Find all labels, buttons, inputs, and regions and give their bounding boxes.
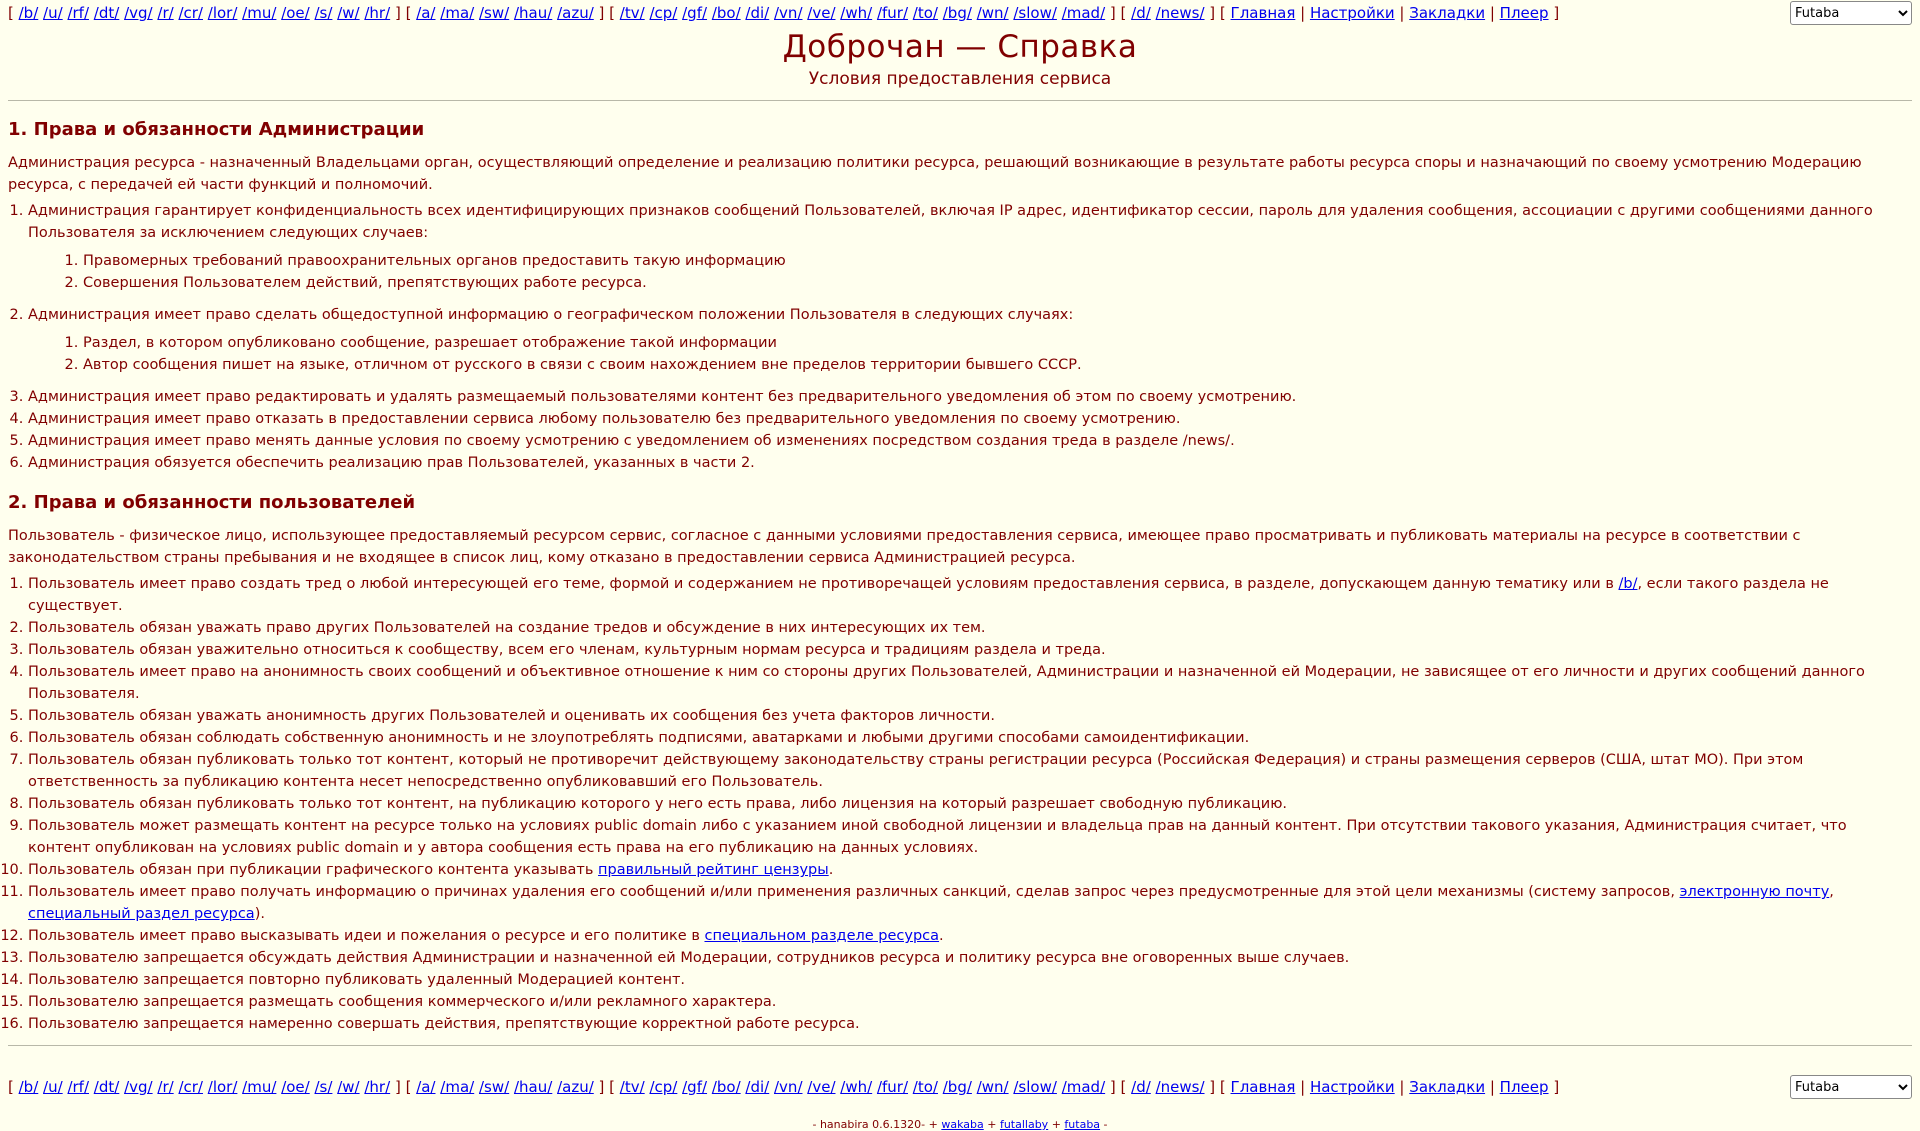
board-link-hr[interactable]: /hr/ (364, 1078, 391, 1096)
section1-intro: Администрация ресурса - назначенный Владельцами орган, осуществляющий определение и реализацию политики ресурса, решающий возникающие в результате работы ресурса споры и назначающий по своему усмотрению Модерацию ресурса, с передачей ей части функций и полномочий. (8, 155, 1862, 193)
style-select[interactable] (1790, 1, 1912, 25)
board-link-oe[interactable]: /oe/ (281, 4, 310, 22)
board-link-sw[interactable]: /sw/ (478, 4, 510, 22)
list-item: 1. Администрация гарантирует конфиденциальность всех идентифицирующих признаков сообщений Пользователей, включая IP адрес, идентификатор сессии, пароль для удаления сообщения, ассоциации с другими сообщениями данного Пользователя за исключением следующих случаев: • Правомерных требований правоохранительных органов предоставить такую информацию • Совершения Пользователем действий, препятствующих работе ресурса. (28, 200, 1912, 294)
list-item: 16. Пользователю запрещается намеренно совершать действия, препятствующие корректной работе ресурса. (28, 1013, 1912, 1035)
board-link-di[interactable]: /di/ (745, 1078, 770, 1096)
futaba-link[interactable]: futaba (1064, 1118, 1101, 1131)
email-link[interactable]: электронную почту (1679, 884, 1830, 900)
nav-page-link[interactable]: Плеер (1499, 1078, 1549, 1096)
list-item: 9. Пользователь может размещать контент на ресурсе только на условиях public domain либо с указанием иной свободной лицензии и владельца прав на данный контент. При отсутствии такового указания, Администрация считает, что контент опубликован на условиях public domain и у автора сообщения есть права на его публикацию на данных условиях. (28, 815, 1912, 859)
list-item: 2. Пользователь обязан уважать право других Пользователей на создание тредов и обсуждение в них интересующих их тем. (28, 617, 1912, 639)
board-link-mu[interactable]: /mu/ (242, 4, 277, 22)
sub-list-item: • Раздел, в котором опубликовано сообщение, разрешает отображение такой информации (83, 332, 1912, 354)
page-subtitle: Условия предоставления сервиса (808, 69, 1112, 89)
board-link-bo[interactable]: /bo/ (711, 1078, 741, 1096)
board-link-news[interactable]: /news/ (1155, 1078, 1205, 1096)
list-item: 5. Пользователь обязан уважать анонимность других Пользователей и оценивать их сообщения без учета факторов личности. (28, 705, 1912, 727)
board-link-vn[interactable]: /vn/ (774, 4, 803, 22)
board-link-di[interactable]: /di/ (745, 4, 770, 22)
list-item: 3. Пользователь обязан уважительно относиться к сообществу, всем его членам, культурным нормам ресурса и традициям раздела и треда. (28, 639, 1912, 661)
divider (8, 100, 1912, 101)
list-item: 4. Пользователь имеет право на анонимность своих сообщений и объективное отношение к ним со стороны других Пользователей, Администрации и назначенной ей Модерации, не зависящее от его личности и других сообщений данного Пользователя. (28, 661, 1912, 705)
list-item: 3. Администрация имеет право редактировать и удалять размещаемый пользователями контент без предварительного уведомления об этом по своему усмотрению. (28, 386, 1912, 408)
board-link-to[interactable]: /to/ (912, 1078, 938, 1096)
board-link-dt[interactable]: /dt/ (93, 1078, 120, 1096)
list-item: 6. Пользователь обязан соблюдать собственную анонимность и не злоупотреблять подписями, аватарками и любыми другими способами самоидентификации. (28, 727, 1912, 749)
board-link-slow[interactable]: /slow/ (1013, 1078, 1057, 1096)
list-item: 4. Администрация имеет право отказать в предоставлении сервиса любому пользователю без предварительного уведомления по своему усмотрению. (28, 408, 1912, 430)
board-link-dt[interactable]: /dt/ (93, 4, 120, 22)
sub-list-item: • Автор сообщения пишет на языке, отличном от русского в связи с своим нахождением вне пределов территории бывшего СССР. (83, 354, 1912, 376)
board-link-ma[interactable]: /ma/ (440, 4, 475, 22)
board-link-bg[interactable]: /bg/ (942, 1078, 972, 1096)
nav-page-link[interactable]: Плеер (1499, 4, 1549, 22)
board-link-wh[interactable]: /wh/ (840, 1078, 873, 1096)
board-link-r[interactable]: /r/ (157, 4, 174, 22)
list-item: 8. Пользователь обязан публиковать только тот контент, на публикацию которого у него есть права, либо лицензия на который разрешает свободную публикацию. (28, 793, 1912, 815)
board-link-news[interactable]: /news/ (1155, 4, 1205, 22)
board-link-b[interactable]: /b/ (18, 1078, 39, 1096)
nav-page-link[interactable]: Главная (1230, 1078, 1296, 1096)
board-link-slow[interactable]: /slow/ (1013, 4, 1057, 22)
board-link-vg[interactable]: /vg/ (124, 4, 153, 22)
sub-list-item: • Правомерных требований правоохранительных органов предоставить такую информацию (83, 250, 1912, 272)
board-link-s[interactable]: /s/ (314, 4, 333, 22)
board-link-u[interactable]: /u/ (43, 4, 63, 22)
board-link-rf[interactable]: /rf/ (67, 1078, 90, 1096)
list-item: 2. Администрация имеет право сделать общедоступной информацию о географическом положении Пользователя в следующих случаях: • Раздел, в котором опубликовано сообщение, разрешает отображение такой информации • Автор сообщения пишет на языке, отличном от русского в связи с своим нахождением вне пределов территории бывшего СССР. (28, 304, 1912, 376)
board-link-azu[interactable]: /azu/ (557, 4, 594, 22)
board-link-s[interactable]: /s/ (314, 1078, 333, 1096)
board-link-mad[interactable]: /mad/ (1061, 4, 1106, 22)
list-item: 15. Пользователю запрещается размещать сообщения коммерческого и/или рекламного характера. (28, 991, 1912, 1013)
board-link-wh[interactable]: /wh/ (840, 4, 873, 22)
board-link-ve[interactable]: /ve/ (807, 4, 836, 22)
special-section-link[interactable]: специальный раздел ресурса (28, 906, 255, 922)
credits: - hanabira 0.6.1320- + wakaba + futallaby + futaba - (812, 1118, 1108, 1131)
board-link-cp[interactable]: /cp/ (649, 4, 678, 22)
board-link-tv[interactable]: /tv/ (619, 1078, 645, 1096)
board-link-hr[interactable]: /hr/ (364, 4, 391, 22)
list-item: 11. Пользователь имеет право получать информацию о причинах удаления его сообщений и/или применения различных санкций, сделав запрос через предусмотренные для этой цели механизмы (систему запросов, электронную почту, специальный раздел ресурса). (28, 881, 1912, 925)
list-item: 6. Администрация обязуется обеспечить реализацию прав Пользователей, указанных в части 2. (28, 452, 1912, 474)
list-item: 10. Пользователь обязан при публикации графического контента указывать правильный рейтинг цензуры. (28, 859, 1912, 881)
section2-list (8, 573, 1912, 1035)
board-link-d[interactable]: /d/ (1131, 4, 1151, 22)
list-item: 5. Администрация имеет право менять данные условия по своему усмотрению с уведомлением об изменениях посредством создания треда в разделе /news/. (28, 430, 1912, 452)
board-link-u[interactable]: /u/ (43, 1078, 63, 1096)
board-link-cr[interactable]: /cr/ (178, 1078, 203, 1096)
style-select[interactable] (1790, 1075, 1912, 1099)
board-link-sw[interactable]: /sw/ (478, 1078, 510, 1096)
nav-page-link[interactable]: Настройки (1309, 1078, 1395, 1096)
divider (8, 1045, 1912, 1046)
board-link-bg[interactable]: /bg/ (942, 4, 972, 22)
board-link-gf[interactable]: /gf/ (682, 1078, 708, 1096)
list-item: 1. Пользователь имеет право создать тред о любой интересующей его теме, формой и содержанием не противоречащей условиям предоставления сервиса, в разделе, допускающем данную тематику или в /b/, если такого раздела не существует. (28, 573, 1912, 617)
board-link-r[interactable]: /r/ (157, 1078, 174, 1096)
board-link-b[interactable]: /b/ (18, 4, 39, 22)
board-link-fur[interactable]: /fur/ (876, 1078, 909, 1096)
page-title: Доброчан — Справка (782, 29, 1138, 65)
board-link-vn[interactable]: /vn/ (774, 1078, 803, 1096)
censorship-rating-link[interactable]: правильный рейтинг цензуры (598, 862, 829, 878)
board-link-ve[interactable]: /ve/ (807, 1078, 836, 1096)
top-navigation (8, 0, 1912, 26)
board-link-vg[interactable]: /vg/ (124, 1078, 153, 1096)
board-link-cp[interactable]: /cp/ (649, 1078, 678, 1096)
board-link-oe[interactable]: /oe/ (281, 1078, 310, 1096)
nav-page-link[interactable]: Закладки (1409, 1078, 1486, 1096)
board-link-wn[interactable]: /wn/ (976, 4, 1009, 22)
board-link-to[interactable]: /to/ (912, 4, 938, 22)
board-link-lor[interactable]: /lor/ (207, 1078, 238, 1096)
board-link-hau[interactable]: /hau/ (513, 4, 553, 22)
list-item: 13. Пользователю запрещается обсуждать действия Администрации и назначенной ей Модерации, сотрудников ресурса и политику ресурса вне оговоренных выше случаев. (28, 947, 1912, 969)
wakaba-link[interactable]: wakaba (941, 1118, 984, 1131)
board-link-mad[interactable]: /mad/ (1061, 1078, 1106, 1096)
list-item: 7. Пользователь обязан публиковать только тот контент, который не противоречит действующему законодательству страны регистрации ресурса (Российская Федерация) и страны размещения серверов (США, штат МО). При этом ответственность за публикацию контента несет непосредственно опубликовавший его Пользователь. (28, 749, 1912, 793)
board-link-ma[interactable]: /ma/ (440, 1078, 475, 1096)
feedback-section-link[interactable]: специальном разделе ресурса (704, 928, 940, 944)
board-links: [ /b/ /u/ /rf/ /dt/ /vg/ /r/ /cr/ /lor/ /mu/ /oe/ /s/ /w/ /hr/ ] [ /a/ /ma/ /sw/ /hau/ /azu/ ] [ /tv/ /cp/ /gf/ /bo/ /di/ /vn/ /ve/ /wh/ /fur/ /to/ /bg/ /wn/ /slow/ /mad/ ] [ /d/ /news/ ] [ Главная | Настройки | Закладки | Плеер ] (8, 1078, 1560, 1096)
board-link-hau[interactable]: /hau/ (513, 1078, 553, 1096)
board-link-bo[interactable]: /bo/ (711, 4, 741, 22)
section1-list (8, 200, 1912, 474)
board-link-a[interactable]: /a/ (416, 4, 436, 22)
list-item: 14. Пользователю запрещается повторно публиковать удаленный Модерацией контент. (28, 969, 1912, 991)
board-links: [ /b/ /u/ /rf/ /dt/ /vg/ /r/ /cr/ /lor/ /mu/ /oe/ /s/ /w/ /hr/ ] [ /a/ /ma/ /sw/ /hau/ /azu/ ] [ /tv/ /cp/ /gf/ /bo/ /di/ /vn/ /ve/ /wh/ /fur/ /to/ /bg/ /wn/ /slow/ /mad/ ] [ /d/ /news/ ] [ Главная | Настройки | Закладки | Плеер ] (8, 4, 1560, 22)
bottom-navigation (8, 1074, 1912, 1100)
board-link-cr[interactable]: /cr/ (178, 4, 203, 22)
board-link-w[interactable]: /w/ (337, 1078, 360, 1096)
section1-heading: 1. Права и обязанности Администрации (8, 119, 425, 140)
board-link-fur[interactable]: /fur/ (876, 4, 909, 22)
board-link-mu[interactable]: /mu/ (242, 1078, 277, 1096)
board-link-gf[interactable]: /gf/ (682, 4, 708, 22)
nav-page-link[interactable]: Закладки (1409, 4, 1486, 22)
list-item: 12. Пользователь имеет право высказывать идеи и пожелания о ресурсе и его политике в специальном разделе ресурса. (28, 925, 1912, 947)
nav-page-link[interactable]: Главная (1230, 4, 1296, 22)
sub-list-item: • Совершения Пользователем действий, препятствующих работе ресурса. (83, 272, 1912, 294)
nav-page-link[interactable]: Настройки (1309, 4, 1395, 22)
board-link-tv[interactable]: /tv/ (619, 4, 645, 22)
board-link-rf[interactable]: /rf/ (67, 4, 90, 22)
board-link-w[interactable]: /w/ (337, 4, 360, 22)
board-link-lor[interactable]: /lor/ (207, 4, 238, 22)
board-link-a[interactable]: /a/ (416, 1078, 436, 1096)
board-link-wn[interactable]: /wn/ (976, 1078, 1009, 1096)
futallaby-link[interactable]: futallaby (999, 1118, 1049, 1131)
b-board-link[interactable]: /b/ (1618, 576, 1638, 592)
board-link-azu[interactable]: /azu/ (557, 1078, 594, 1096)
board-link-d[interactable]: /d/ (1131, 1078, 1151, 1096)
section2-intro: Пользователь - физическое лицо, использующее предоставляемый ресурсом сервис, согласное с данными условиями предоставления сервиса, имеющее право просматривать и публиковать материалы на ресурсе в соответствии с законодательством страны пребывания и не входящее в список лиц, кому отказано в предоставлении сервиса Администрацией ресурса. (8, 528, 1801, 566)
section2-heading: 2. Права и обязанности пользователей (8, 492, 416, 513)
